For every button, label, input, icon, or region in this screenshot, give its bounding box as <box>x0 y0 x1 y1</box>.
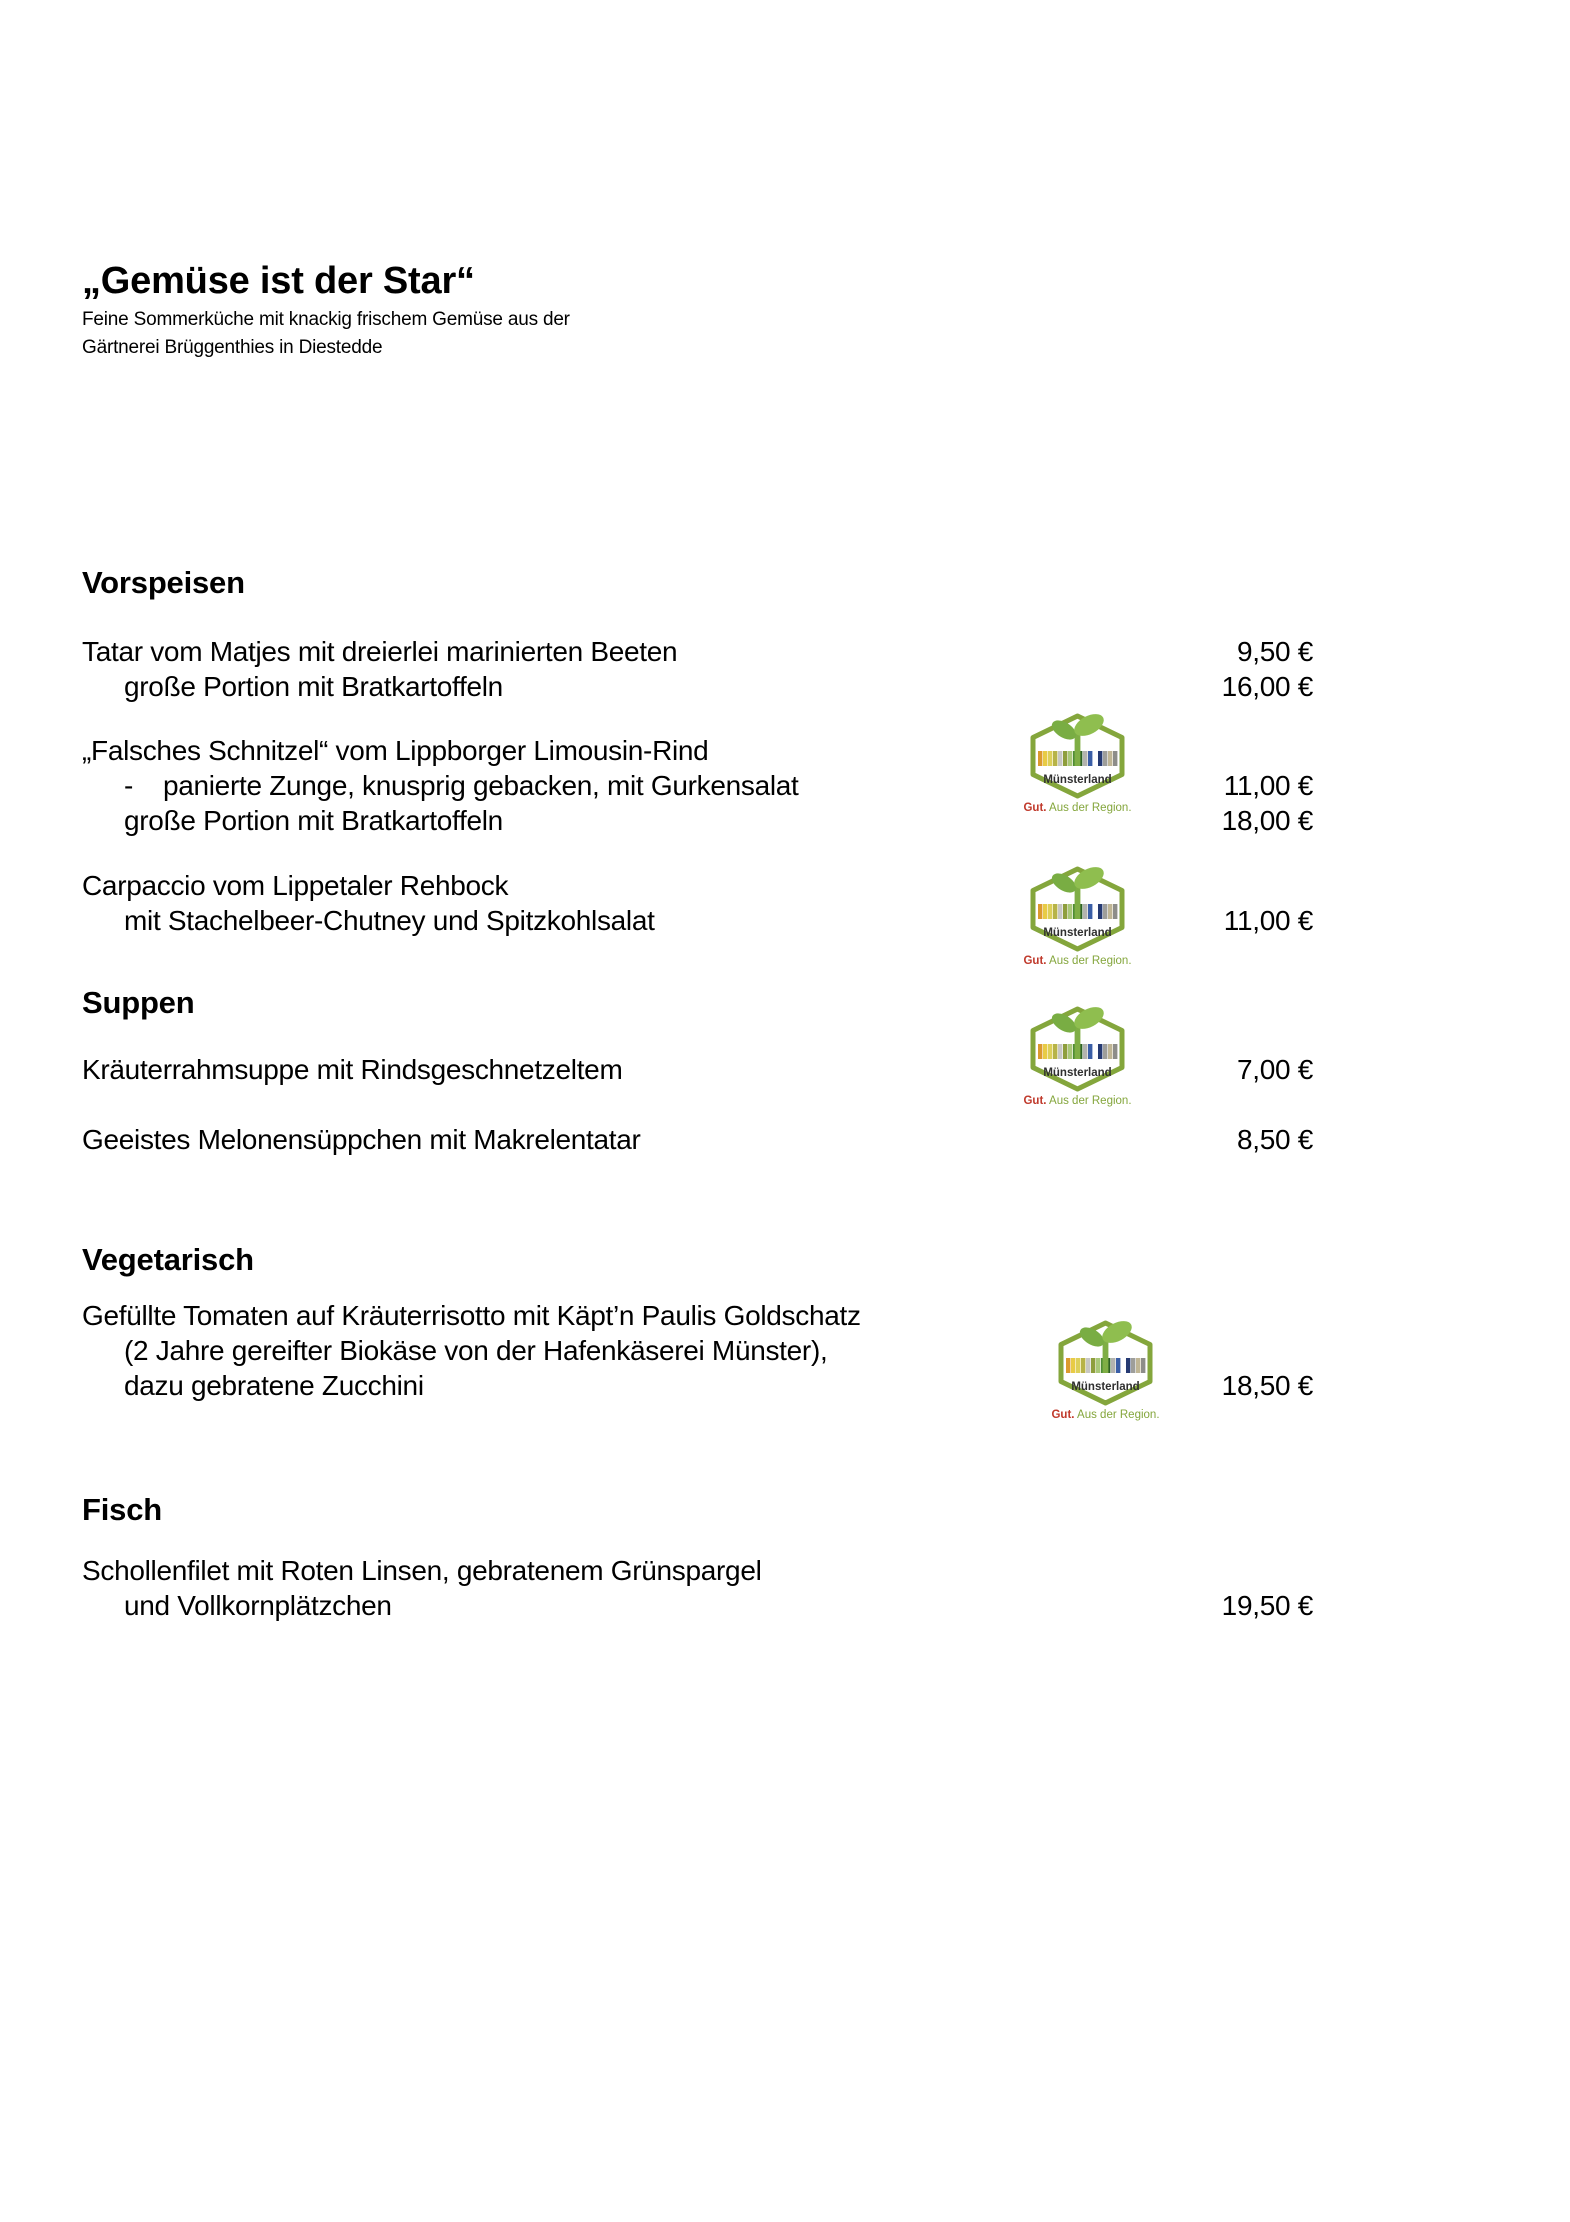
badge-caption: Gut. Aus der Region. <box>1023 802 1132 814</box>
dish-text: Geeistes Melonensüppchen mit Makrelentatar <box>82 1124 641 1155</box>
muensterland-badge <box>1053 1319 1158 1422</box>
badge-caption: Gut. Aus der Region. <box>1023 955 1132 967</box>
badge-caption: Gut. Aus der Region. <box>1051 1409 1160 1421</box>
dish-text: Kräuterrahmsuppe mit Rindsgeschnetzeltem <box>82 1054 623 1085</box>
muensterland-logo-icon <box>1025 865 1130 953</box>
dish-text: große Portion mit Bratkartoffeln <box>124 805 503 836</box>
dish-text: Tatar vom Matjes mit dreierlei marinierten Beeten <box>82 636 678 667</box>
menu-item-line <box>82 1553 1313 1588</box>
dish-text: und Vollkornplätzchen <box>124 1590 392 1621</box>
menu-item-carpaccio <box>82 868 1313 967</box>
price: 18,00 € <box>1221 805 1313 836</box>
dish-text: Gefüllte Tomaten auf Kräuterrisotto mit Käpt’n Paulis Goldschatz <box>82 1300 861 1331</box>
menu-item-gefuellte-tomaten <box>82 1298 1313 1421</box>
section-heading-vegetarisch: Vegetarisch <box>82 1242 254 1277</box>
muensterland-badge <box>1025 1005 1130 1108</box>
menu-item-tatar <box>82 634 1313 704</box>
section-heading-fisch: Fisch <box>82 1492 162 1527</box>
muensterland-badge <box>1025 712 1130 815</box>
page-title: „Gemüse ist der Star“ <box>82 260 475 302</box>
menu-item-falsches-schnitzel <box>82 733 1313 838</box>
dish-text: (2 Jahre gereifter Biokäse von der Hafenkäserei Münster), <box>124 1335 828 1366</box>
badge-caption: Gut. Aus der Region. <box>1023 1095 1132 1107</box>
price: 19,50 € <box>1221 1590 1313 1621</box>
muensterland-logo-icon <box>1025 712 1130 800</box>
section-heading-suppen: Suppen <box>82 985 195 1020</box>
muensterland-logo-icon <box>1025 1005 1130 1093</box>
section-heading-vorspeisen: Vorspeisen <box>82 565 245 600</box>
menu-item-line <box>82 1588 1313 1623</box>
price: 18,50 € <box>1221 1370 1313 1401</box>
price: 9,50 € <box>1236 636 1313 667</box>
dish-text: „Falsches Schnitzel“ vom Lippborger Limousin-Rind <box>82 735 709 766</box>
menu-item-line <box>82 669 1313 704</box>
subtitle-line: Gärtnerei Brüggenthies in Diestedde <box>82 337 383 358</box>
dish-text: große Portion mit Bratkartoffeln <box>124 671 503 702</box>
price: 11,00 € <box>1223 905 1313 936</box>
price: 7,00 € <box>1236 1054 1313 1085</box>
price: 11,00 € <box>1223 770 1313 801</box>
price: 8,50 € <box>1236 1124 1313 1155</box>
price: 16,00 € <box>1221 671 1313 702</box>
subtitle-line: Feine Sommerküche mit knackig frischem Gemüse aus der <box>82 309 570 330</box>
muensterland-badge <box>1025 865 1130 968</box>
dish-text: mit Stachelbeer-Chutney und Spitzkohlsalat <box>124 905 655 936</box>
menu-item-line <box>82 634 1313 669</box>
menu-item-schollenfilet <box>82 1553 1313 1623</box>
menu-item-kraeuterrahmsuppe <box>82 1052 1313 1107</box>
dish-text: - panierte Zunge, knusprig gebacken, mit Gurkensalat <box>124 770 799 801</box>
menu-item-melonensueppchen <box>82 1122 1313 1157</box>
dish-text: Carpaccio vom Lippetaler Rehbock <box>82 870 509 901</box>
dish-text: dazu gebratene Zucchini <box>124 1370 424 1401</box>
page-subtitle <box>82 306 1313 362</box>
muensterland-logo-icon <box>1053 1319 1158 1407</box>
menu-item-line <box>82 1122 1313 1157</box>
dish-text: Schollenfilet mit Roten Linsen, gebratenem Grünspargel <box>82 1555 762 1586</box>
